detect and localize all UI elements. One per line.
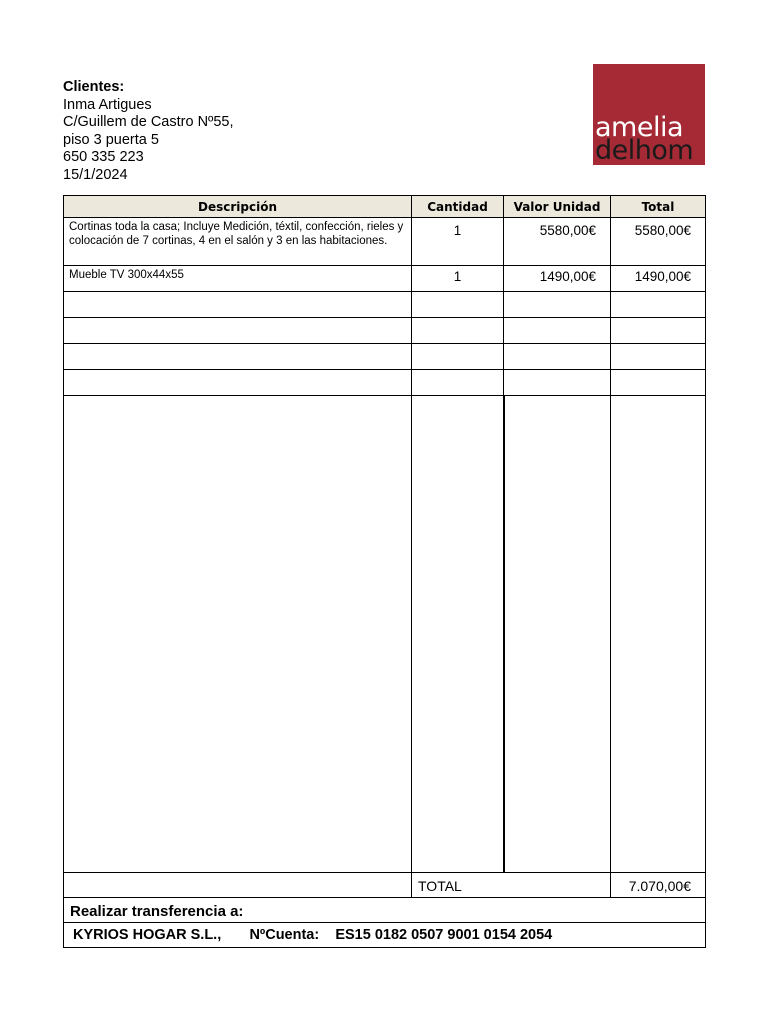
client-phone: 650 335 223 [63,149,144,165]
client-address-line1: C/Guillem de Castro Nº55, [63,114,234,130]
header-unit-value: Valor Unidad [504,196,611,218]
blank-area-row [64,396,706,873]
account-label: NºCuenta: [249,927,320,943]
empty-row [64,344,706,370]
company-logo [593,64,705,165]
client-name: Inma Artigues [63,96,152,113]
company-name: KYRIOS HOGAR S.L., [73,927,222,943]
empty-row [64,370,706,396]
account-number: ES15 0182 0507 9001 0154 2054 [335,927,553,943]
invoice-date: 15/1/2024 [63,166,128,183]
row-unit-value: 1490,00€ [504,266,611,292]
empty-row [64,292,706,318]
header-total: Total [611,196,706,218]
row-quantity: 1 [412,218,504,266]
header-quantity: Cantidad [412,196,504,218]
transfer-instruction: Realizar transferencia a: [64,898,706,923]
client-address-line2: piso 3 puerta 5 [63,131,159,148]
table-row [64,266,706,292]
header-description: Descripción [64,196,412,218]
row-total: 1490,00€ [611,266,706,292]
table-row [64,218,706,266]
empty-row [64,318,706,344]
transfer-row [64,898,706,923]
bank-details [64,923,706,948]
logo-line1: amelia [595,112,684,143]
client-block [63,79,234,184]
row-quantity: 1 [412,266,504,292]
invoice-table [63,195,706,948]
row-description: Cortinas toda la casa; Incluye Medición, téxtil, confección, rieles y colocación de 7 cortinas, 4 en el salón y 3 en las habitaciones. [64,218,412,266]
row-unit-value: 5580,00€ [504,218,611,266]
table-header-row [64,196,706,218]
grand-total-label: TOTAL [412,873,611,898]
bank-row [64,923,706,948]
grand-total-value: 7.070,00€ [611,873,706,898]
row-description: Mueble TV 300x44x55 [64,266,412,292]
client-heading: Clientes: [63,79,125,95]
row-total: 5580,00€ [611,218,706,266]
grand-total-row [64,873,706,898]
logo-line2: delhom [595,135,694,166]
